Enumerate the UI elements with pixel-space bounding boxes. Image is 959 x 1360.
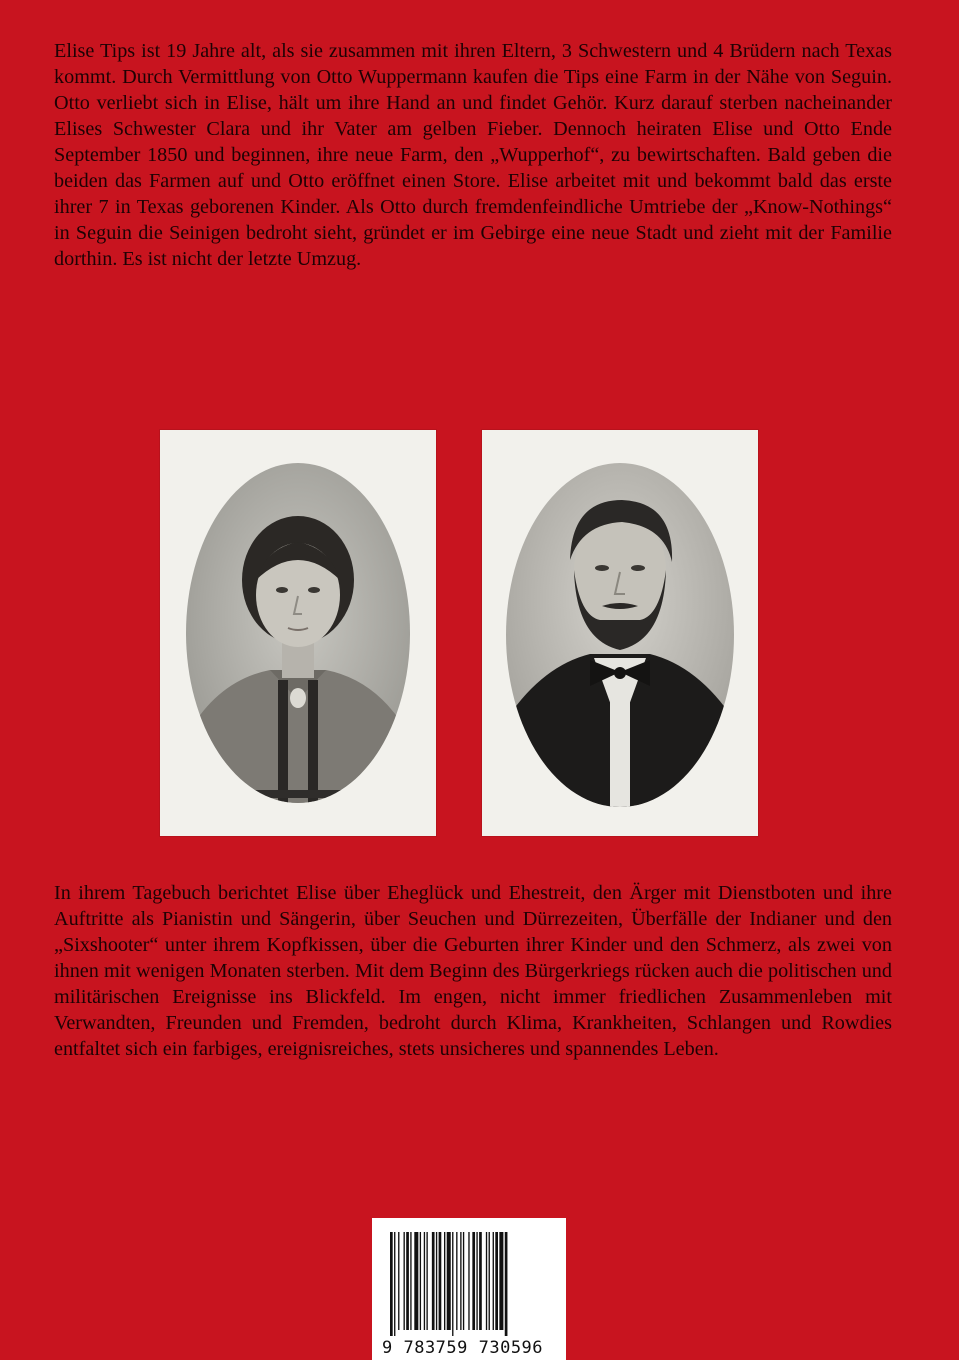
barcode-bars-icon xyxy=(390,1232,548,1336)
barcode-bar xyxy=(456,1232,457,1330)
barcode xyxy=(372,1218,566,1360)
portrait-woman-icon xyxy=(160,430,436,836)
description-bottom: In ihrem Tagebuch berichtet Elise über Eheglück und Ehestreit, den Ärger mit Dienstboten und ihre Auftritte als Pianistin und Sängerin, über Seuchen und Dürrezeiten, Überfälle der Indianer und den „Sixshooter“ unter ihrem Kopfkissen, über die Geburten ihrer Kinder und den Schmerz, als zwei von ihnen mit wenigen Monaten sterben. Mit dem Beginn des Bürgerkriegs rücken auch die politischen und militärischen Ereignisse ins Blickfeld. Im engen, nicht immer friedlichen Zusammenleben mit Verwandten, Freunden und Fremden, bedroht durch Klima, Krankheiten, Schlangen und Rowdies entfaltet sich ein farbiges, ereignisreiches, stets unsicheres und spannendes Leben. xyxy=(54,882,892,1060)
barcode-bar xyxy=(476,1232,477,1330)
barcode-bar xyxy=(436,1232,437,1330)
barcode-bar xyxy=(468,1232,469,1330)
barcode-bar xyxy=(479,1232,482,1330)
barcode-bar xyxy=(394,1232,395,1336)
barcode-bar xyxy=(410,1232,411,1330)
portrait-photo-otto xyxy=(482,430,758,836)
description-top: Elise Tips ist 19 Jahre alt, als sie zusammen mit ihren Eltern, 3 Schwestern und 4 Brüdern nach Texas kommt. Durch Vermittlung von Otto Wuppermann kaufen die Tips eine Farm in der Nähe von Seguin. Otto verliebt sich in Elise, hält um ihre Hand an und findet Gehör. Kurz darauf sterben nacheinander Elises Schwester Clara und ihr Vater am gelben Fieber. Dennoch heiraten Elise und Otto Ende September 1850 und beginnen, ihre neue Farm, den „Wupperhof“, zu bewirtschaften. Bald geben die beiden das Farmen auf und Otto eröffnet einen Store. Elise arbeitet mit und bekommt bald das erste ihrer 7 in Texas geborenen Kinder. Als Otto durch fremdenfeindliche Umtriebe der „Know-Nothings“ in Seguin die Seinigen bedroht sieht, gründet er im Gebirge eine neue Stadt und zieht mit der Familie dorthin. Es ist nicht der letzte Umzug. xyxy=(54,40,892,270)
barcode-bar xyxy=(447,1232,451,1330)
barcode-bar xyxy=(424,1232,425,1330)
barcode-bar xyxy=(489,1232,490,1330)
barcode-bar xyxy=(406,1232,409,1330)
barcode-bar xyxy=(432,1232,435,1330)
barcode-bar xyxy=(505,1232,508,1336)
barcode-bar xyxy=(398,1232,399,1330)
barcode-bar xyxy=(439,1232,442,1330)
barcode-bar xyxy=(444,1232,445,1330)
barcode-bar xyxy=(495,1232,498,1330)
barcode-bar xyxy=(463,1232,464,1330)
portrait-photo-elise xyxy=(160,430,436,836)
barcode-bar xyxy=(493,1232,494,1330)
barcode-bar xyxy=(404,1232,405,1330)
barcode-bar xyxy=(499,1232,503,1330)
barcode-bar xyxy=(426,1232,427,1330)
portrait-man-icon xyxy=(482,430,758,836)
barcode-bar xyxy=(472,1232,475,1330)
barcode-bar xyxy=(420,1232,421,1330)
barcode-bar xyxy=(452,1232,453,1336)
isbn-digits: 9 783759 730596 xyxy=(382,1338,544,1358)
barcode-bar xyxy=(390,1232,393,1336)
barcode-bar xyxy=(460,1232,461,1330)
barcode-bar xyxy=(414,1232,418,1330)
barcode-bar xyxy=(486,1232,487,1330)
